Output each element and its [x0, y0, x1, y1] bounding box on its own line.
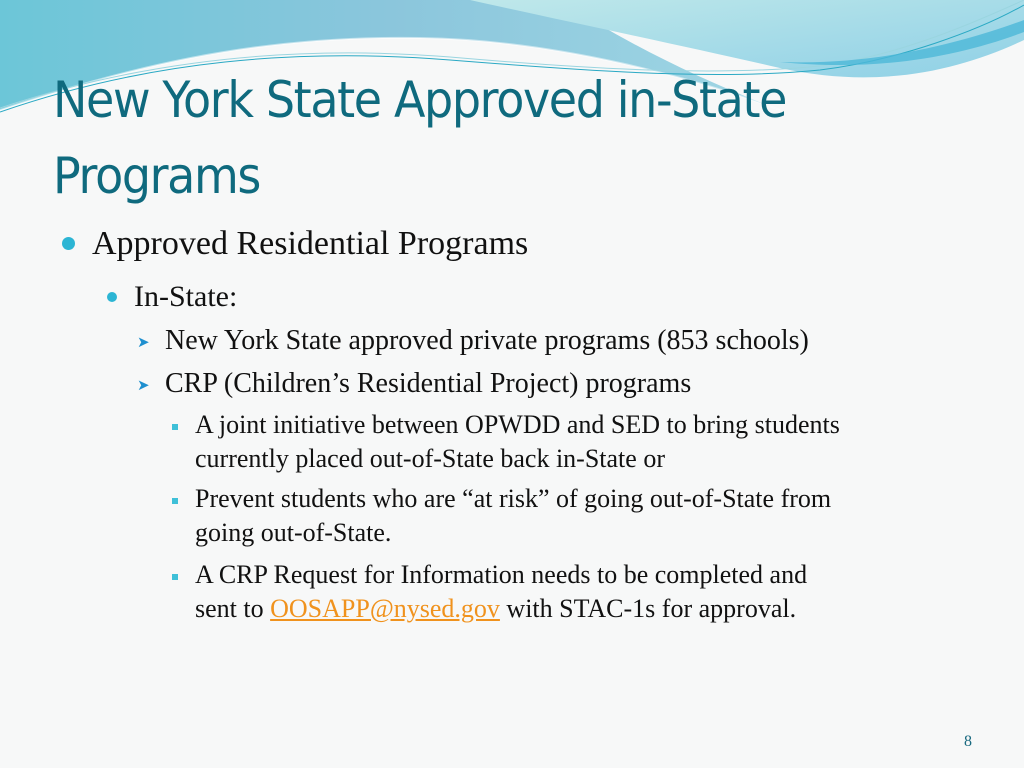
sub-bullet-private-programs: New York State approved private programs (853 schools) [165, 325, 809, 356]
bullet-dot-icon [107, 292, 117, 302]
bullet-in-state: In-State: [134, 280, 238, 313]
sub-bullet-crp: CRP (Children’s Residential Project) programs [165, 368, 692, 399]
page-number: 8 [964, 733, 972, 750]
slide-title [53, 62, 786, 214]
arrow-bullet-icon: ➤ [137, 376, 150, 394]
item-joint-initiative-2: currently placed out-of-State back in-State or [195, 444, 665, 473]
item-prevent-2: going out-of-State. [195, 518, 392, 547]
item-crp-request-1: A CRP Request for Information needs to be completed and [195, 560, 808, 589]
square-bullet-icon [172, 574, 178, 580]
item-crp-text-post: with STAC-1s for approval. [499, 594, 797, 623]
item-joint-initiative-1: A joint initiative between OPWDD and SED to bring students [195, 410, 840, 439]
square-bullet-icon [172, 424, 178, 430]
email-link[interactable]: OOSAPP@nysed.gov [270, 594, 500, 623]
title-line-2: Programs [53, 147, 261, 205]
item-crp-request-2 [195, 594, 796, 624]
item-prevent-1: Prevent students who are “at risk” of going out-of-State from [195, 484, 832, 513]
item-crp-text-pre: sent to [195, 594, 271, 623]
bullet-approved-residential: Approved Residential Programs [92, 225, 529, 262]
arrow-bullet-icon: ➤ [137, 333, 150, 351]
square-bullet-icon [172, 498, 178, 504]
bullet-dot-icon [62, 237, 75, 250]
title-line-1: New York State Approved in-State [53, 71, 787, 129]
